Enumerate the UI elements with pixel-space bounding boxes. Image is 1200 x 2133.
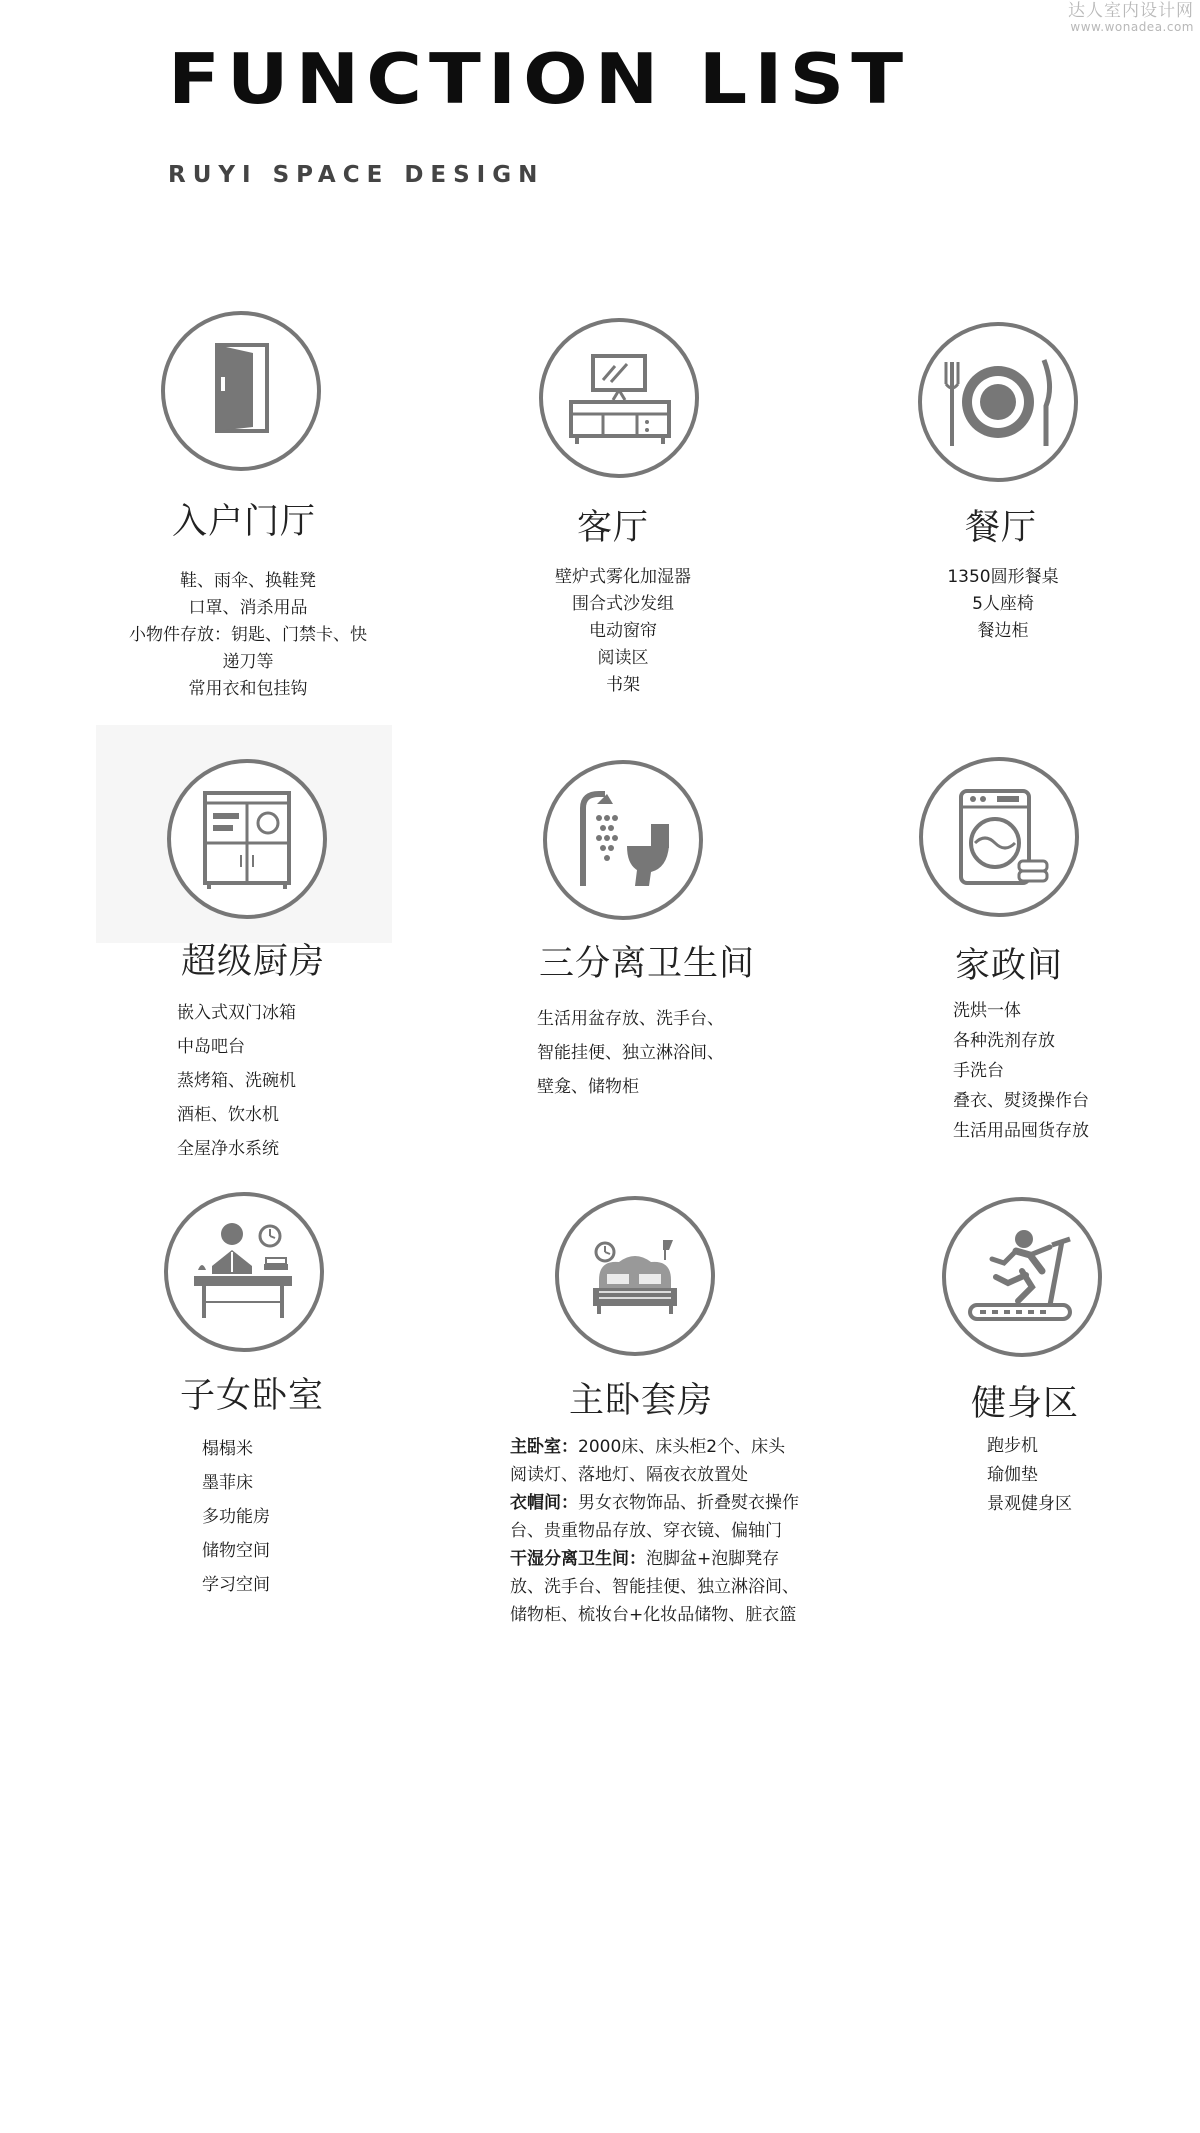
tv-cabinet-icon — [539, 318, 699, 478]
list-item: 墨菲床 — [202, 1473, 253, 1493]
study-desk-icon — [164, 1192, 324, 1352]
shower-toilet-icon — [543, 760, 703, 920]
page-title: FUNCTION LIST — [168, 37, 911, 120]
list-item: 全屋净水系统 — [177, 1139, 279, 1159]
list-item: 瑜伽垫 — [987, 1465, 1038, 1485]
section-label: 干湿分离卫生间： — [510, 1549, 646, 1569]
list-item: 壁炉式雾化加湿器 — [555, 567, 691, 587]
room-items-master-suite — [510, 1433, 800, 1629]
list-item: 围合式沙发组 — [572, 594, 674, 614]
list-item: 手洗台 — [953, 1061, 1004, 1081]
list-item: 各种洗剂存放 — [953, 1031, 1055, 1051]
list-item: 储物空间 — [202, 1541, 270, 1561]
room-items-dining-room — [883, 564, 1123, 645]
washing-machine-icon — [919, 757, 1079, 917]
list-item: 中岛吧台 — [177, 1037, 245, 1057]
list-item: 跑步机 — [987, 1436, 1038, 1456]
list-item: 学习空间 — [202, 1575, 270, 1595]
treadmill-icon — [942, 1197, 1102, 1357]
list-item: 壁龛、储物柜 — [537, 1077, 639, 1097]
room-items-fitness-area — [987, 1432, 1072, 1519]
list-item — [510, 1545, 800, 1629]
section-text: 男女衣物饰品、折叠熨衣操作台、贵重物品存放、穿衣镜、偏轴门 — [510, 1493, 799, 1541]
room-name-living-room: 客厅 — [577, 508, 650, 548]
list-item: 阅读区 — [597, 648, 649, 668]
room-name-laundry-room: 家政间 — [955, 946, 1064, 986]
room-items-kitchen — [177, 996, 296, 1166]
list-item: 餐边柜 — [977, 621, 1029, 641]
list-item — [510, 1433, 800, 1489]
list-item: 景观健身区 — [987, 1494, 1072, 1514]
list-item: 榻榻米 — [202, 1439, 253, 1459]
list-item: 鞋、雨伞、换鞋凳 — [180, 571, 316, 591]
watermark-url: www.wonadea.com — [1070, 19, 1194, 34]
list-item: 洗烘一体 — [953, 1001, 1021, 1021]
list-item: 电动窗帘 — [589, 621, 657, 641]
list-item: 5人座椅 — [972, 594, 1034, 614]
watermark — [1068, 2, 1194, 34]
list-item: 多功能房 — [202, 1507, 270, 1527]
list-item — [510, 1489, 800, 1545]
room-name-kitchen: 超级厨房 — [181, 942, 326, 982]
list-item: 生活用盆存放、洗手台、 — [537, 1009, 724, 1029]
page-subtitle: RUYI SPACE DESIGN — [168, 162, 545, 188]
list-item: 常用衣和包挂钩 — [188, 679, 308, 699]
list-item: 蒸烤箱、洗碗机 — [177, 1071, 296, 1091]
list-item: 书架 — [606, 675, 640, 695]
section-label: 主卧室： — [510, 1437, 578, 1457]
watermark-site-name: 达人室内设计网 — [1068, 1, 1194, 21]
list-item: 小物件存放：钥匙、门禁卡、快 — [129, 625, 367, 645]
list-item: 生活用品囤货存放 — [953, 1121, 1089, 1141]
room-items-bathroom — [537, 1002, 724, 1104]
list-item: 嵌入式双门冰箱 — [177, 1003, 296, 1023]
room-name-master-suite: 主卧套房 — [569, 1381, 714, 1421]
list-item: 叠衣、熨烫操作台 — [953, 1091, 1089, 1111]
room-name-kids-bedroom: 子女卧室 — [180, 1376, 325, 1416]
room-items-entrance — [113, 568, 383, 703]
bed-icon — [555, 1196, 715, 1356]
plate-cutlery-icon — [918, 322, 1078, 482]
list-item: 递刀等 — [222, 652, 274, 672]
section-text: 泡脚盆+泡脚凳存放、洗手台、智能挂便、独立淋浴间、储物柜、梳妆台+化妆品储物、脏衣篮 — [510, 1549, 799, 1625]
room-items-living-room — [503, 564, 743, 699]
door-icon — [161, 311, 321, 471]
list-item: 1350圆形餐桌 — [947, 567, 1059, 587]
section-label: 衣帽间： — [510, 1493, 578, 1513]
room-items-laundry-room — [953, 996, 1089, 1146]
room-name-dining-room: 餐厅 — [965, 508, 1038, 548]
room-name-fitness-area: 健身区 — [971, 1384, 1080, 1424]
list-item: 酒柜、饮水机 — [177, 1105, 279, 1125]
list-item: 智能挂便、独立淋浴间、 — [537, 1043, 724, 1063]
room-name-entrance: 入户门厅 — [172, 502, 317, 542]
room-name-bathroom: 三分离卫生间 — [539, 944, 756, 984]
list-item: 口罩、消杀用品 — [188, 598, 308, 618]
section-text: 2000床、床头柜2个、床头阅读灯、落地灯、隔夜衣放置处 — [510, 1437, 786, 1485]
kitchen-cabinet-icon — [167, 759, 327, 919]
room-items-kids-bedroom — [202, 1432, 270, 1602]
